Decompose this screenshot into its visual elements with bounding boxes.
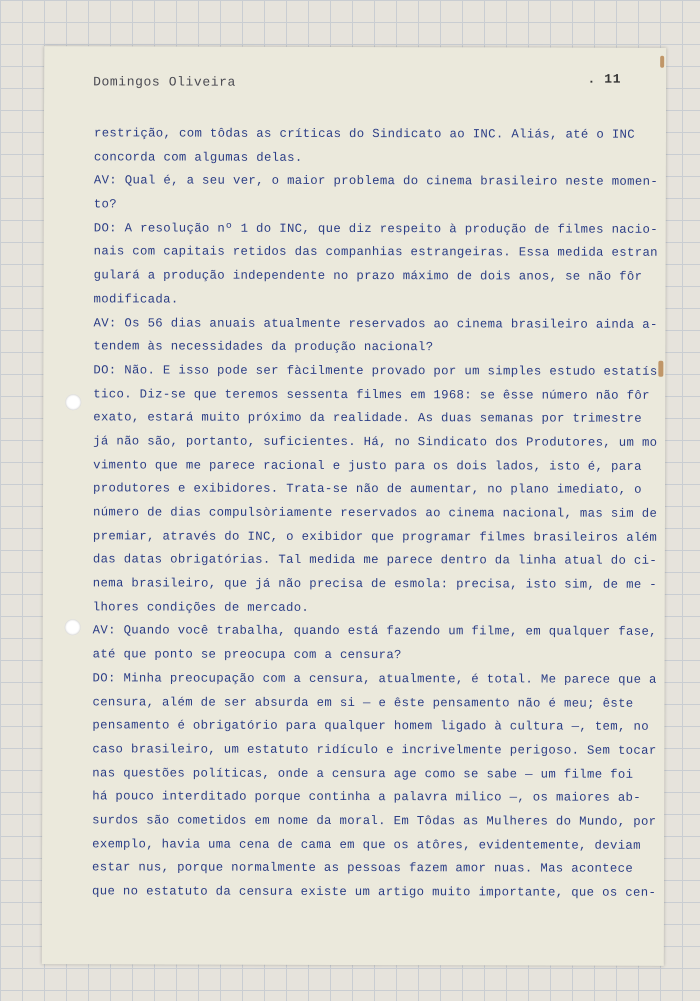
text-line: DO: Não. E isso pode ser fàcilmente provado por um simples estudo estatís bbox=[93, 363, 658, 379]
text-line: produtores e exibidores. Trata-se não de aumentar, no plano imediato, o bbox=[93, 481, 642, 498]
text-line: modificada. bbox=[93, 292, 179, 307]
text-line: que no estatuto da censura existe um artigo muito importante, que os cen- bbox=[91, 884, 657, 900]
text-line: há pouco interditado porque continha a palavra milico —, os maiores ab- bbox=[92, 789, 642, 806]
text-line: tendem às necessidades da produção nacional? bbox=[93, 339, 434, 355]
rust-stain bbox=[660, 56, 664, 68]
text-line: restrição, com tôdas as críticas do Sindicato ao INC. Aliás, até o INC bbox=[93, 126, 636, 142]
text-line: gulará a produção independente no prazo máximo de dois anos, se não fôr bbox=[93, 268, 643, 284]
punch-hole bbox=[65, 619, 81, 635]
text-line: censura, além de ser absurda em si — e êste pensamento não é meu; êste bbox=[92, 694, 634, 711]
text-line: até que ponto se preocupa com a censura? bbox=[92, 647, 402, 663]
text-line: concorda com algumas delas. bbox=[93, 150, 303, 165]
text-line: exemplo, havia uma cena de cama em que os atôres, evidentemente, deviam bbox=[92, 836, 641, 853]
text-line: tico. Diz-se que teremos sessenta filmes em 1968: se êsse número não fôr bbox=[93, 386, 650, 403]
author-header: Domingos Oliveira bbox=[93, 74, 236, 90]
text-line: AV: Qual é, a seu ver, o maior problema do cinema brasileiro neste momen- bbox=[93, 173, 659, 190]
document-page bbox=[42, 46, 666, 966]
text-line: DO: A resolução nº 1 do INC, que diz respeito à produção de filmes nacio- bbox=[93, 221, 658, 237]
text-line: surdos são cometidos em nome da moral. Em Tôdas as Mulheres do Mundo, por bbox=[92, 813, 657, 829]
text-line: to? bbox=[93, 197, 118, 212]
text-line: nais com capitais retidos das companhias estrangeiras. Essa medida estran bbox=[93, 244, 658, 261]
text-line: nema brasileiro, que já não precisa de esmola: precisa, isto sim, de me - bbox=[92, 576, 658, 592]
text-line: AV: Quando você trabalha, quando está fazendo um filme, em qualquer fase, bbox=[92, 623, 657, 640]
rust-stain bbox=[658, 361, 663, 377]
text-line: número de dias compulsòriamente reservados ao cinema nacional, mas sim de bbox=[92, 505, 658, 521]
typed-body-text bbox=[91, 122, 659, 905]
text-line: vimento que me parece racional e justo para os dois lados, isto é, para bbox=[93, 457, 642, 474]
text-line: DO: Minha preocupação com a censura, atualmente, é total. Me parece que a bbox=[92, 671, 657, 687]
text-line: das datas obrigatórias. Tal medida me parece dentro da linha atual do ci- bbox=[92, 552, 658, 569]
text-line: exato, estará muito próximo da realidade. As duas semanas por trimestre bbox=[93, 410, 643, 427]
text-line: AV: Os 56 dias anuais atualmente reservados ao cinema brasileiro ainda a- bbox=[93, 315, 658, 332]
text-line: já não são, portanto, suficientes. Há, no Sindicato dos Produtores, um mo bbox=[93, 434, 658, 450]
text-line: pensamento é obrigatório para qualquer homem ligado à cultura —, tem, no bbox=[92, 718, 649, 734]
text-line: premiar, através do INC, o exibidor que programar filmes brasileiros além bbox=[92, 529, 658, 545]
page-number: . 11 bbox=[587, 71, 622, 87]
punch-hole bbox=[65, 394, 81, 410]
text-line: estar nus, porque normalmente as pessoas fazem amor nuas. Mas acontece bbox=[92, 860, 634, 877]
text-line: caso brasileiro, um estatuto ridículo e incrivelmente perigoso. Sem tocar bbox=[92, 742, 657, 758]
text-line: lhores condições de mercado. bbox=[92, 600, 310, 615]
text-line: nas questões políticas, onde a censura age como se sabe — um filme foi bbox=[92, 765, 634, 782]
